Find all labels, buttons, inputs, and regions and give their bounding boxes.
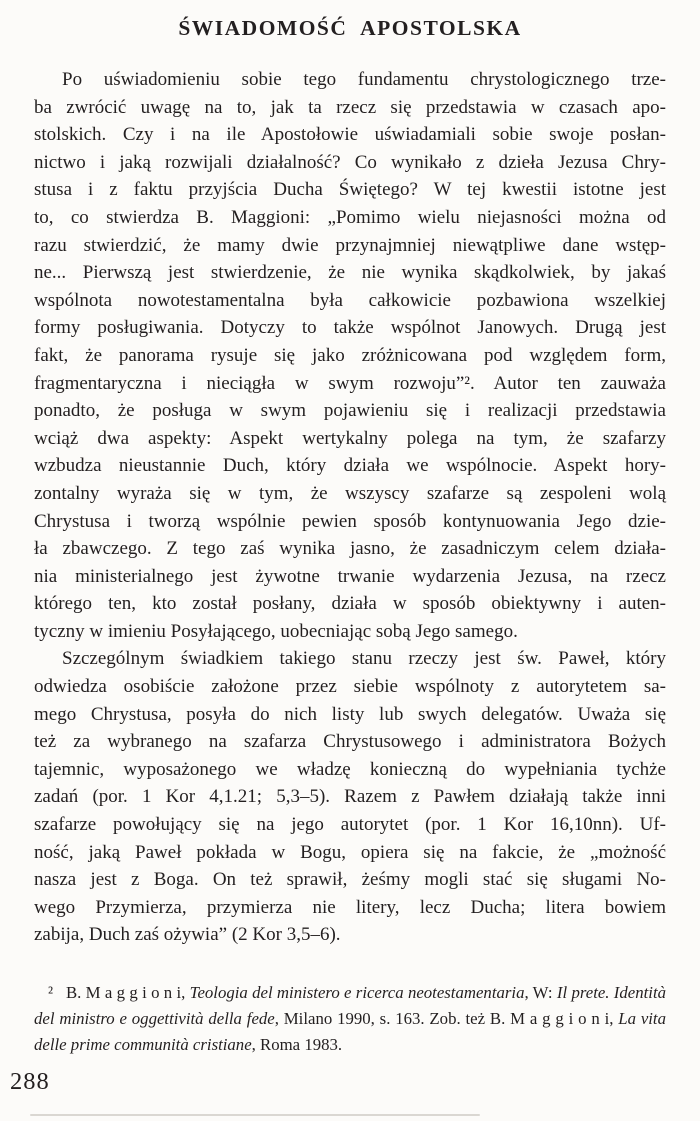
text-line: wego Przymierza, przymierza nie litery, lecz Ducha; litera bowiem [34, 896, 666, 918]
text-line: mego Chrystusa, posyła do nich listy lub swych delegatów. Uważa się [34, 703, 666, 725]
text-line: wciąż dwa aspekty: Aspekt wertykalny polega na tym, że szafarzy [34, 427, 666, 449]
text-line: razu stwierdzić, że mamy dwie przynajmniej niewątpliwe dane wstęp- [34, 234, 666, 256]
text-line: stusa i z faktu przyjścia Ducha Świętego? W tej kwestii istotne jest [34, 179, 666, 201]
scan-artifact-line [30, 1114, 480, 1116]
body-text [34, 66, 666, 949]
text-line: Chrystusa i tworzą wspólnie pewien sposób kontynuowania Jego dzie- [34, 510, 666, 532]
text-line: zabija, Duch zaś ożywia” (2 Kor 3,5–6). [34, 924, 341, 946]
paragraph [34, 66, 666, 645]
text-line: ność, jaką Paweł pokłada w Bogu, opiera się na fakcie, że „możność [34, 841, 666, 863]
text-line: odwiedza osobiście założone przez siebie wspólnoty z autorytetem sa- [34, 676, 666, 698]
text-line: wspólnota nowotestamentalna była całkowicie pozbawiona wszelkiej [34, 289, 666, 311]
text-line: fakt, że panorama rysuje się jako zróżnicowana pod względem form, [34, 344, 666, 366]
text-line: stolskich. Czy i na ile Apostołowie uświadamiali sobie swoje posłan- [34, 124, 666, 146]
page-title: ŚWIADOMOŚĆ APOSTOLSKA [178, 16, 522, 40]
footnote [34, 980, 666, 1057]
text-line: którego ten, kto został posłany, działa w sposób obiektywny i auten- [34, 593, 666, 615]
paragraph [34, 645, 666, 949]
footnote-italic-segment: Il prete. Identità del ministro e oggettività della fede [34, 983, 667, 1028]
text-line: tyczny w imieniu Posyłającego, uobecniając sobą Jego samego. [34, 620, 518, 642]
footnote-segment: ² B. M a g g i o n i, [48, 983, 190, 1002]
text-line: tajemnic, wyposażonego we władzę konieczną do wypełniania tychże [34, 758, 666, 780]
footnote-italic-segment: Teologia del ministero e ricerca neotestamentaria [189, 983, 525, 1002]
text-line: ba zwrócić uwagę na to, jak ta rzecz się przedstawia w czasach apo- [34, 96, 666, 118]
text-line: nia ministerialnego jest żywotne trwanie wydarzenia Jezusa, na rzecz [34, 565, 666, 587]
page-number: 288 [10, 1068, 50, 1095]
text-line: ła zbawczego. Z tego zaś wynika jasno, że zasadniczym celem działa- [34, 538, 666, 560]
text-line: ne... Pierwszą jest stwierdzenie, że nie wynika skądkolwiek, by jakaś [34, 262, 666, 284]
text-line: szafarze powołujący się na jego autorytet (por. 1 Kor 16,10nn). Uf- [34, 814, 666, 836]
footnote-segment: , Roma 1983. [251, 1034, 343, 1054]
text-line: nasza jest z Boga. On też sprawił, żeśmy mogli stać się sługami No- [34, 869, 666, 891]
text-line: formy posługiwania. Dotyczy to także wspólnot Janowych. Drugą jest [34, 317, 666, 339]
text-line: też za wybranego na szafarza Chrystusowego i administratora Bożych [34, 731, 666, 753]
footnote-text [34, 983, 666, 1054]
footnote-italic-segment: La vita delle prime communità cristiane [34, 1008, 666, 1054]
text-line: zadań (por. 1 Kor 4,1.21; 5,3–5). Razem z Pawłem działają także inni [34, 786, 666, 808]
text-line: fragmentaryczna i nieciągła w swym rozwoju”². Autor ten zauważa [34, 372, 666, 394]
text-line: Po uświadomieniu sobie tego fundamentu chrystologicznego trze- [62, 69, 666, 90]
footnote-segment: , W: [524, 983, 557, 1002]
text-line: zontalny wyraża się w tym, że wszyscy szafarze są zespoleni wolą [34, 482, 666, 504]
footnote-segment: , Milano 1990, s. 163. Zob. też B. M a g g i o n i, [274, 1008, 619, 1028]
text-line: nictwo i jaką rozwijali działalność? Co wynikało z dzieła Jezusa Chry- [34, 151, 666, 173]
text-line: ponadto, że posługa w swym pojawieniu się i realizacji przedstawia [34, 400, 666, 422]
text-line: to, co stwierdza B. Maggioni: „Pomimo wielu niejasności można od [34, 206, 666, 228]
text-line: Szczególnym świadkiem takiego stanu rzeczy jest św. Paweł, który [62, 648, 666, 670]
text-line: wzbudza nieustannie Duch, który działa we wspólnocie. Aspekt hory- [34, 455, 666, 477]
